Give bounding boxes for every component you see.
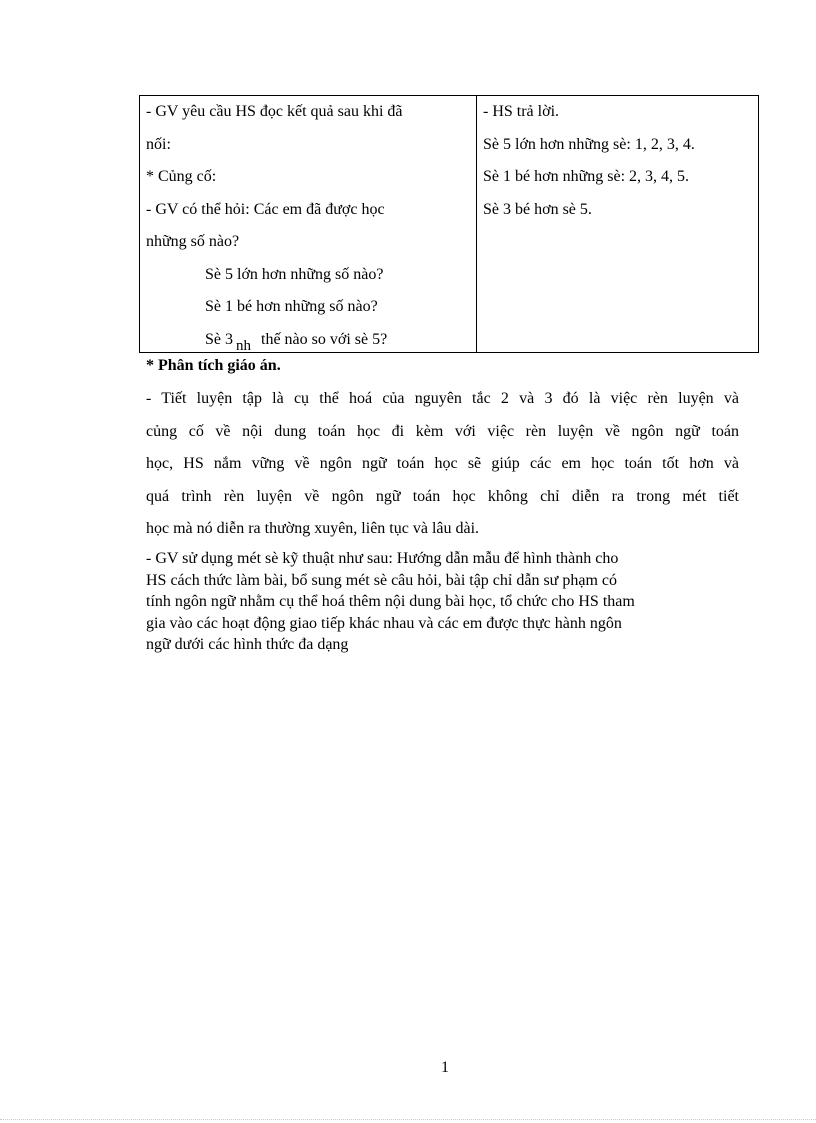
student-column (477, 96, 758, 352)
paragraph-line: củng cố về nội dung toán học đi kèm với việc rèn luyện về ngôn ngữ toán (146, 422, 739, 440)
paragraph-line: HS cách thức làm bài, bổ sung mét sè câu hỏi, bài tập chỉ dẫn sư phạm có (146, 571, 617, 589)
paragraph-line: - Tiết luyện tập là cụ thể hoá của nguyên tắc 2 và 3 đó là việc rèn luyện và (146, 390, 739, 407)
analysis-paragraph-1 (146, 383, 739, 546)
paragraph-line: ngữ dưới các hình thức đa dạng (146, 636, 349, 653)
teacher-line: nối: (146, 135, 171, 153)
paragraph-line: tính ngôn ngữ nhằm cụ thể hoá thêm nội dung bài học, tổ chức cho HS tham (146, 593, 635, 610)
question-end: thế nào so với sè 5? (261, 330, 388, 348)
page-number: 1 (441, 1059, 449, 1076)
student-line: Sè 5 lớn hơn những sè: 1, 2, 3, 4. (483, 135, 695, 153)
teacher-column (140, 96, 477, 352)
paragraph-line: quá trình rèn luyện về ngôn ngữ toán học không chỉ diễn ra trong mét tiết (146, 487, 739, 505)
student-line: Sè 3 bé hơn sè 5. (483, 200, 592, 218)
section-heading: * Phân tích giáo án. (146, 357, 281, 374)
paragraph-line: học, HS nắm vững về ngôn ngữ toán học sẽ giúp các em học toán tốt hơn và (146, 455, 739, 472)
paragraph-line: gia vào các hoạt động giao tiếp khác nhau và các em được thực hành ngôn (146, 614, 622, 632)
question-start: Sè 3 (205, 330, 233, 348)
paragraph-line: học mà nó diễn ra thường xuyên, liên tục và lâu dài. (146, 520, 480, 537)
teacher-line: * Củng cố: (146, 168, 217, 185)
question-subscript: nh (236, 337, 251, 354)
lesson-table (139, 95, 759, 353)
analysis-paragraph-2 (146, 548, 739, 656)
teacher-line: - GV có thể hỏi: Các em đã được học (146, 200, 385, 218)
student-line: Sè 1 bé hơn những sè: 2, 3, 4, 5. (483, 168, 690, 185)
student-line: - HS trả lời. (483, 103, 560, 120)
teacher-question: Sè 5 lớn hơn những số nào? (205, 265, 384, 283)
teacher-question: Sè 1 bé hơn những số nào? (205, 298, 378, 315)
teacher-line: những số nào? (146, 233, 240, 250)
teacher-question (146, 324, 476, 357)
teacher-line: - GV yêu cầu HS đọc kết quả sau khi đã (146, 103, 403, 120)
page-bottom-edge (0, 1119, 816, 1120)
paragraph-line: - GV sử dụng mét sè kỹ thuật như sau: Hướng dẫn mẫu để hình thành cho (146, 550, 619, 567)
